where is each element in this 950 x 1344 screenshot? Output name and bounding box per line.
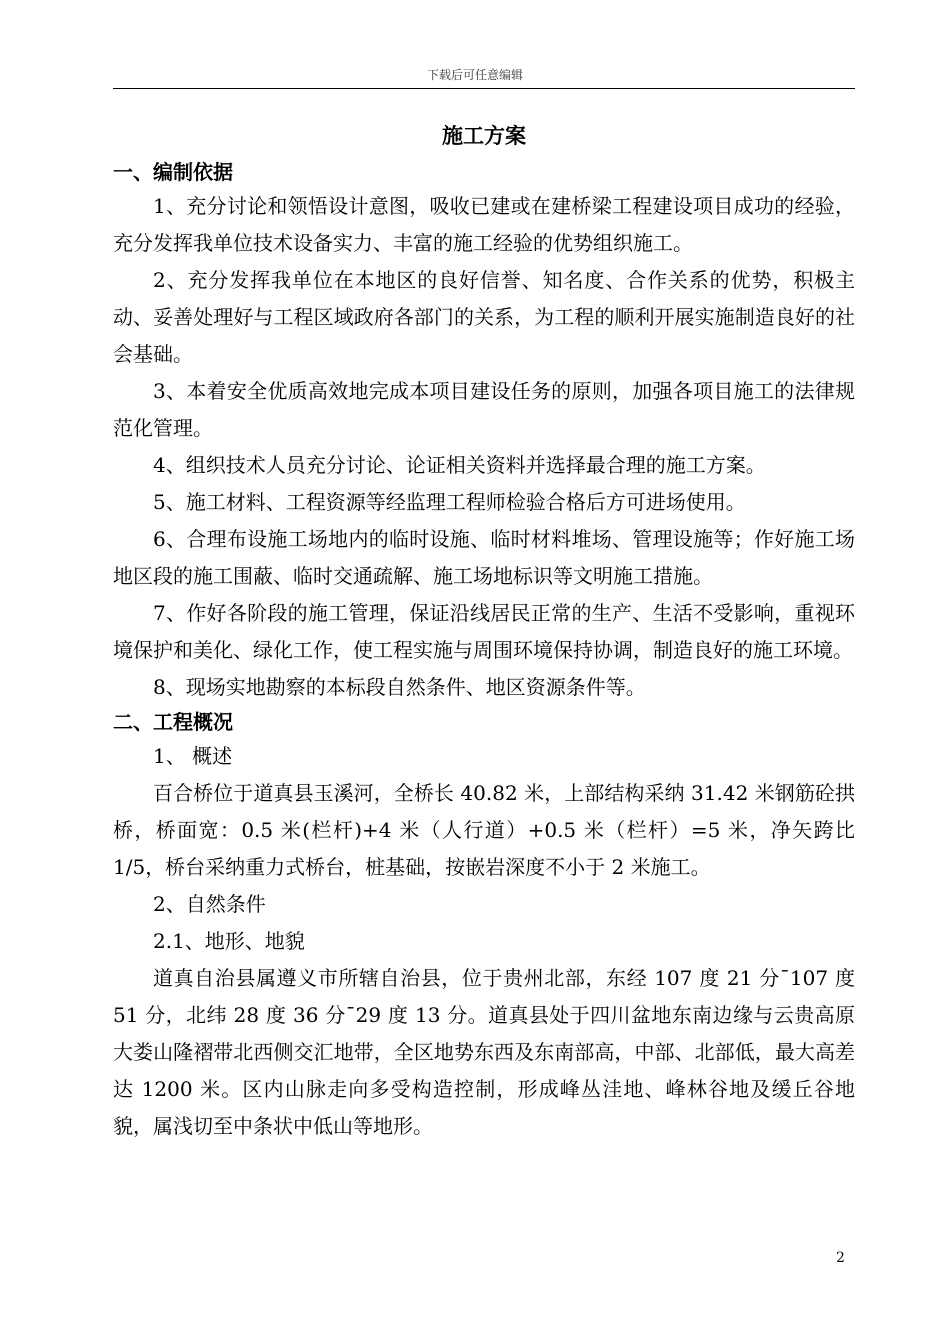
header-rule [113, 88, 855, 89]
basis-item-3: 3、本着安全优质高效地完成本项目建设任务的原则，加强各项目施工的法律规范化管理。 [113, 379, 855, 440]
document-title: 施工方案 [442, 124, 526, 148]
terrain-text: 道真自治县属遵义市所辖自治县，位于贵州北部，东经 107 度 21 分¯107 度 51 分，北纬 28 度 36 分¯29 度 13 分。道真县处于四川盆地东南边缘与云贵高原大娄山隆褶带北西侧交汇地带，全区地势东西及东南部高，中部、北部低，最大高差达 1200 米。区内山脉走向多受构造控制，形成峰丛洼地、峰林谷地及缓丘谷地貌，属浅切至中条状中低山等地形。 [113, 966, 855, 1138]
basis-item-8: 8、现场实地勘察的本标段自然条件、地区资源条件等。 [153, 675, 646, 699]
document-body [113, 116, 855, 1145]
basis-item-5: 5、施工材料、工程资源等经监理工程师检验合格后方可进场使用。 [153, 490, 746, 514]
basis-item-4: 4、组织技术人员充分讨论、论证相关资料并选择最合理的施工方案。 [153, 453, 766, 477]
section-heading-overview: 二、工程概况 [113, 710, 233, 734]
overview-text: 百合桥位于道真县玉溪河，全桥长 40.82 米，上部结构采纳 31.42 米钢筋砼拱桥，桥面宽：0.5 米(栏杆)+4 米（人行道）+0.5 米（栏杆）=5 米，净矢跨比 1/5，桥台采纳重力式桥台，桩基础，按嵌岩深度不小于 2 米施工。 [113, 781, 855, 879]
terrain-subheading: 2.1、地形、地貌 [153, 929, 305, 953]
basis-item-1: 1、充分讨论和领悟设计意图，吸收已建或在建桥梁工程建设项目成功的经验，充分发挥我单位技术设备实力、丰富的施工经验的优势组织施工。 [113, 194, 855, 255]
overview-subheading: 1、 概述 [153, 744, 233, 768]
section-heading-basis: 一、编制依据 [113, 160, 233, 184]
natural-conditions-subheading: 2、自然条件 [153, 892, 266, 916]
basis-item-2: 2、充分发挥我单位在本地区的良好信誉、知名度、合作关系的优势，积极主动、妥善处理好与工程区域政府各部门的关系，为工程的顺利开展实施制造良好的社会基础。 [113, 268, 855, 366]
page-number: 2 [836, 1250, 845, 1266]
basis-item-7: 7、作好各阶段的施工管理，保证沿线居民正常的生产、生活不受影响，重视环境保护和美化、绿化工作，使工程实施与周围环境保持协调，制造良好的施工环境。 [113, 601, 855, 662]
basis-item-6: 6、合理布设施工场地内的临时设施、临时材料堆场、管理设施等；作好施工场地区段的施工围蔽、临时交通疏解、施工场地标识等文明施工措施。 [113, 527, 855, 588]
page-header: 下载后可任意编辑 [426, 68, 523, 82]
